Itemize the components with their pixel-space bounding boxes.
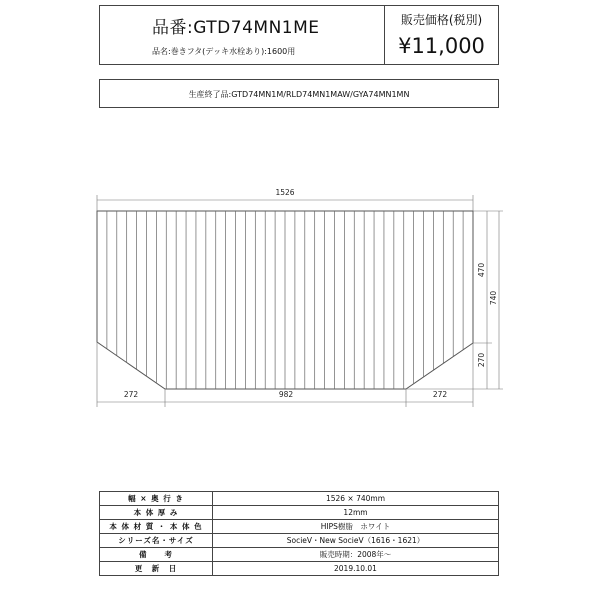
- lid-slats: [107, 211, 463, 389]
- product-name: 品名:巻きフタ(デッキ水栓あり):1600用: [152, 47, 296, 56]
- spec-row: [100, 534, 499, 548]
- spec-value: 2019.10.01: [213, 562, 499, 576]
- dim-overall-width: 1526: [275, 188, 295, 197]
- dim-bottom-right: 272: [432, 390, 448, 399]
- spec-table: [99, 491, 499, 576]
- spec-value: 販売時期：2008年～: [213, 548, 499, 562]
- dim-overall-height: 740: [489, 290, 498, 306]
- spec-value: HIPS樹脂 ホワイト: [213, 520, 499, 534]
- price-label: 販売価格(税別): [400, 13, 483, 27]
- spec-value: SocieV・New SocieV（1616・1621）: [213, 534, 499, 548]
- discontinued-text: 生産終了品:GTD74MN1M/RLD74MN1MAW/GYA74MN1MN: [188, 90, 410, 99]
- spec-label: 幅 × 奥 行 き: [100, 492, 213, 506]
- dim-right-lower: 270: [477, 352, 486, 368]
- spec-label: 更 新 日: [100, 562, 213, 576]
- spec-row: [100, 562, 499, 576]
- spec-row: [100, 548, 499, 562]
- price-value: ¥11,000: [398, 34, 485, 58]
- spec-label: シリーズ名・サイズ: [100, 534, 213, 548]
- dim-bottom-center: 982: [278, 390, 294, 399]
- dim-right-upper: 470: [477, 262, 486, 278]
- spec-label: 本 体 厚 み: [100, 506, 213, 520]
- dim-bottom-left: 272: [123, 390, 139, 399]
- spec-row: [100, 506, 499, 520]
- spec-row: [100, 520, 499, 534]
- product-code: 品番:GTD74MN1ME: [152, 18, 320, 38]
- spec-value: 1526 × 740mm: [213, 492, 499, 506]
- spec-row: [100, 492, 499, 506]
- spec-label: 備 考: [100, 548, 213, 562]
- spec-value: 12mm: [213, 506, 499, 520]
- spec-label: 本 体 材 質 ・ 本 体 色: [100, 520, 213, 534]
